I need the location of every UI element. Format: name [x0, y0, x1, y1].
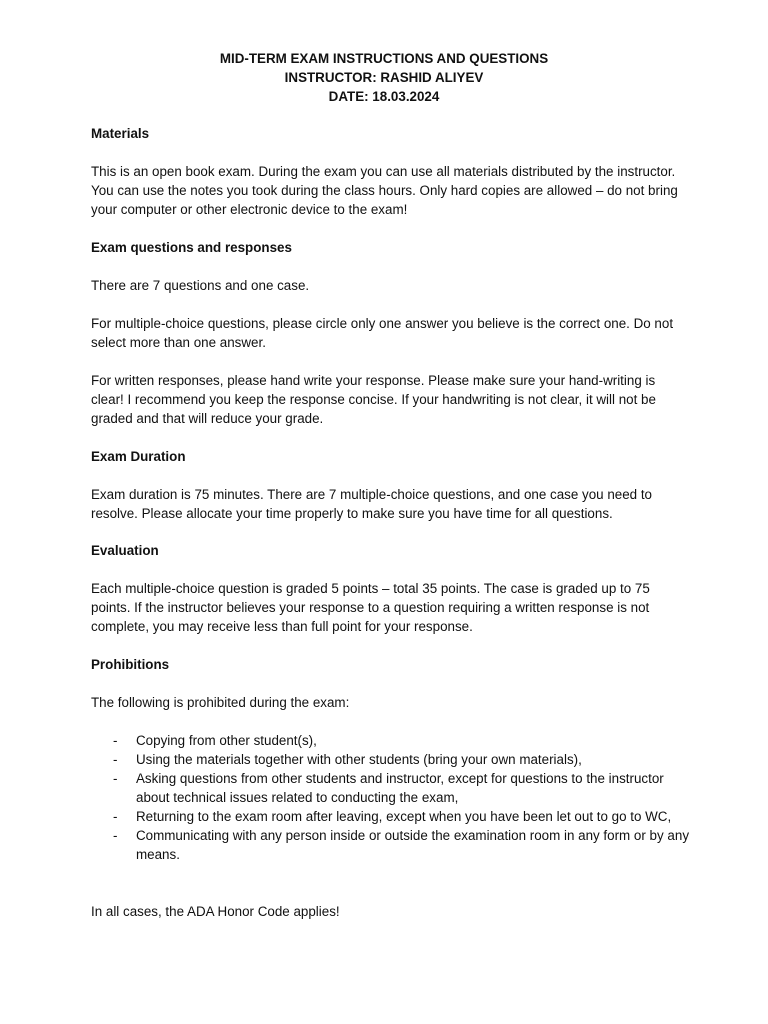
list-item-text: Copying from other student(s),	[136, 733, 317, 748]
list-item-text: Returning to the exam room after leaving, except when you have been let out to go to WC,	[136, 809, 672, 824]
list-item-text: Using the materials together with other students (bring your own materials),	[136, 752, 582, 767]
list-item	[91, 750, 691, 769]
multiple-choice-paragraph: For multiple-choice questions, please circle only one answer you believe is the correct one. Do not select more than one answer.	[91, 316, 674, 350]
prohibitions-heading: Prohibitions	[91, 657, 170, 672]
list-item	[91, 807, 691, 826]
questions-heading: Exam questions and responses	[91, 240, 292, 255]
bullet-dash: -	[113, 809, 118, 824]
bullet-dash: -	[113, 771, 118, 786]
exam-title: MID-TERM EXAM INSTRUCTIONS AND QUESTIONS	[219, 51, 549, 66]
document-header	[0, 49, 768, 106]
materials-paragraph: This is an open book exam. During the exam you can use all materials distributed by the instructor. You can use the notes you took during the class hours. Only hard copies are allowed – do not bring your computer or other electronic device to the exam!	[91, 164, 678, 217]
date-line: DATE: 18.03.2024	[328, 89, 440, 104]
bullet-dash: -	[113, 828, 118, 843]
bullet-dash: -	[113, 733, 118, 748]
evaluation-heading: Evaluation	[91, 543, 159, 558]
list-item-text: Communicating with any person inside or outside the examination room in any form or by any means.	[136, 828, 690, 862]
duration-heading: Exam Duration	[91, 449, 186, 464]
bullet-dash: -	[113, 752, 118, 767]
list-item	[91, 769, 691, 807]
prohibitions-intro: The following is prohibited during the exam:	[91, 695, 350, 710]
questions-count-paragraph: There are 7 questions and one case.	[91, 278, 310, 293]
list-item	[91, 826, 691, 864]
duration-paragraph: Exam duration is 75 minutes. There are 7 multiple-choice questions, and one case you need to resolve. Please allocate your time properly to make sure you have time for all questions.	[91, 487, 653, 521]
materials-heading: Materials	[91, 126, 150, 141]
instructor-line: INSTRUCTOR: RASHID ALIYEV	[284, 70, 484, 85]
prohibitions-list	[91, 731, 691, 864]
list-item-text: Asking questions from other students and instructor, except for questions to the instructor about technical issues related to conducting the exam,	[136, 771, 664, 805]
evaluation-paragraph: Each multiple-choice question is graded 5 points – total 35 points. The case is graded up to 75 points. If the instructor believes your response to a question requiring a written response is not complete, you may receive less than full point for your response.	[91, 581, 650, 634]
honor-code-line: In all cases, the ADA Honor Code applies!	[91, 904, 340, 919]
written-responses-paragraph: For written responses, please hand write your response. Please make sure your hand-writing is clear! I recommend you keep the response concise. If your handwriting is not clear, it will not be graded and that will reduce your grade.	[91, 373, 656, 426]
list-item	[91, 731, 691, 750]
